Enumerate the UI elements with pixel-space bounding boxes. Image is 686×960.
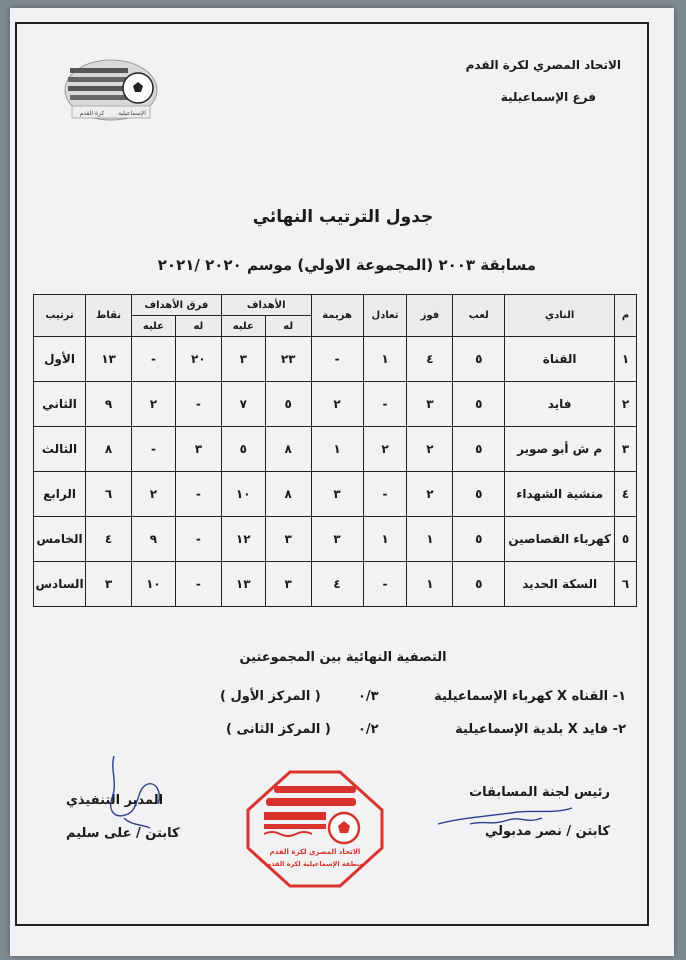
cell-goals-against: ١٢	[221, 517, 265, 562]
cell-goals-against: ١٣	[221, 562, 265, 607]
cell-played: ٥	[453, 337, 505, 382]
header-diff: فرق الأهداف	[131, 295, 221, 316]
header-diff-against: عليه	[131, 316, 175, 337]
header-won: فوز	[407, 295, 453, 337]
table-row	[34, 382, 637, 427]
cell-points: ٩	[86, 382, 132, 427]
cell-goals-against: ٣	[221, 337, 265, 382]
table-row	[34, 337, 637, 382]
cell-diff-for: -	[175, 382, 221, 427]
cell-goals-against: ٥	[221, 427, 265, 472]
cell-lost: ٤	[311, 562, 363, 607]
header-played: لعب	[453, 295, 505, 337]
cell-goals-against: ١٠	[221, 472, 265, 517]
logo-text-2: كرة القدم	[79, 110, 105, 117]
cell-played: ٥	[453, 517, 505, 562]
cell-club: القناة	[505, 337, 615, 382]
cell-diff-against: ٢	[131, 472, 175, 517]
cell-points: ٦	[86, 472, 132, 517]
cell-lost: ٣	[311, 517, 363, 562]
cell-won: ١	[407, 562, 453, 607]
standings-table	[33, 294, 637, 607]
cell-played: ٥	[453, 562, 505, 607]
cell-points: ١٣	[86, 337, 132, 382]
playoff-score-1: ٠/٣	[358, 689, 379, 704]
header-points: نقاط	[86, 295, 132, 337]
cell-won: ٤	[407, 337, 453, 382]
playoff-match-2: ٢- فايد X بلدية الإسماعيلية	[455, 722, 626, 737]
director-signature	[84, 748, 174, 838]
cell-num: ٣	[615, 427, 637, 472]
header-diff-for: له	[175, 316, 221, 337]
cell-rank: السادس	[34, 562, 86, 607]
playoff-title: التصفية النهائية بين المجموعتين	[239, 650, 447, 665]
cell-num: ٦	[615, 562, 637, 607]
cell-draw: ١	[363, 337, 407, 382]
executive-director-name: كابتن / على سليم	[66, 826, 180, 841]
cell-club: السكة الحديد	[505, 562, 615, 607]
page-subtitle: مسابقة ٢٠٠٣ (المجموعة الاولي) موسم ٢٠٢٠ /٢٠٢١	[157, 256, 536, 274]
cell-goals-for: ٢٣	[265, 337, 311, 382]
cell-diff-for: ٢٠	[175, 337, 221, 382]
playoff-score-2: ٠/٢	[358, 722, 379, 737]
competitions-committee-title: رئيس لجنة المسابقات	[469, 785, 610, 800]
cell-goals-for: ٥	[265, 382, 311, 427]
cell-points: ٤	[86, 517, 132, 562]
header-draw: تعادل	[363, 295, 407, 337]
cell-goals-against: ٧	[221, 382, 265, 427]
federation-stamp	[246, 770, 384, 888]
header-goals-for: له	[265, 316, 311, 337]
cell-rank: الخامس	[34, 517, 86, 562]
cell-diff-against: -	[131, 427, 175, 472]
cell-num: ٥	[615, 517, 637, 562]
cell-rank: الثاني	[34, 382, 86, 427]
cell-played: ٥	[453, 427, 505, 472]
cell-diff-against: ١٠	[131, 562, 175, 607]
cell-goals-for: ٣	[265, 562, 311, 607]
cell-lost: ٣	[311, 472, 363, 517]
playoff-result-2: ( المركز الثانى )	[226, 722, 331, 737]
cell-diff-against: ٢	[131, 382, 175, 427]
cell-played: ٥	[453, 472, 505, 517]
cell-diff-against: -	[131, 337, 175, 382]
cell-num: ١	[615, 337, 637, 382]
cell-goals-for: ٨	[265, 427, 311, 472]
cell-club: كهرباء القصاصين	[505, 517, 615, 562]
cell-lost: ٢	[311, 382, 363, 427]
cell-points: ٨	[86, 427, 132, 472]
header-lost: هزيمة	[311, 295, 363, 337]
federation-logo	[62, 58, 160, 126]
cell-club: فايد	[505, 382, 615, 427]
page-title: جدول الترتيب النهائي	[252, 207, 434, 227]
cell-won: ٢	[407, 427, 453, 472]
header-club: النادي	[505, 295, 615, 337]
cell-diff-for: -	[175, 517, 221, 562]
cell-draw: -	[363, 562, 407, 607]
cell-draw: ٢	[363, 427, 407, 472]
cell-goals-for: ٨	[265, 472, 311, 517]
cell-club: منشية الشهداء	[505, 472, 615, 517]
header-goals-against: عليه	[221, 316, 265, 337]
org-name: الاتحاد المصري لكرة القدم	[465, 58, 621, 72]
table-row	[34, 517, 637, 562]
cell-diff-for: ٣	[175, 427, 221, 472]
cell-won: ٢	[407, 472, 453, 517]
cell-played: ٥	[453, 382, 505, 427]
table-row	[34, 472, 637, 517]
cell-rank: الرابع	[34, 472, 86, 517]
cell-goals-for: ٣	[265, 517, 311, 562]
cell-lost: ١	[311, 427, 363, 472]
committee-signature	[430, 790, 580, 840]
cell-diff-for: -	[175, 472, 221, 517]
table-row	[34, 427, 637, 472]
branch-name: فرع الإسماعيلية	[500, 90, 596, 104]
cell-diff-against: ٩	[131, 517, 175, 562]
cell-won: ١	[407, 517, 453, 562]
cell-draw: -	[363, 382, 407, 427]
cell-lost: -	[311, 337, 363, 382]
cell-rank: الأول	[34, 337, 86, 382]
cell-draw: ١	[363, 517, 407, 562]
cell-diff-for: -	[175, 562, 221, 607]
header-rank: ترتيب	[34, 295, 86, 337]
cell-rank: الثالث	[34, 427, 86, 472]
cell-won: ٣	[407, 382, 453, 427]
cell-num: ٤	[615, 472, 637, 517]
cell-club: م ش أبو صوير	[505, 427, 615, 472]
header-goals: الأهداف	[221, 295, 311, 316]
logo-text-1: الإسماعيلية	[118, 110, 146, 117]
cell-draw: -	[363, 472, 407, 517]
cell-num: ٢	[615, 382, 637, 427]
playoff-result-1: ( المركز الأول )	[220, 689, 321, 704]
executive-director-title: المدير التنفيذي	[66, 793, 164, 808]
stamp-text-1: الاتحاد المصري لكرة القدم	[269, 848, 361, 856]
stamp-text-2: منطقة الإسماعيلية لكرة القدم	[266, 860, 364, 868]
playoff-match-1: ١- القناه X كهرباء الإسماعيلية	[434, 689, 626, 704]
competitions-committee-name: كابتن / نصر مدبولي	[484, 824, 610, 839]
table-row	[34, 562, 637, 607]
header-num: م	[615, 295, 637, 337]
cell-points: ٣	[86, 562, 132, 607]
